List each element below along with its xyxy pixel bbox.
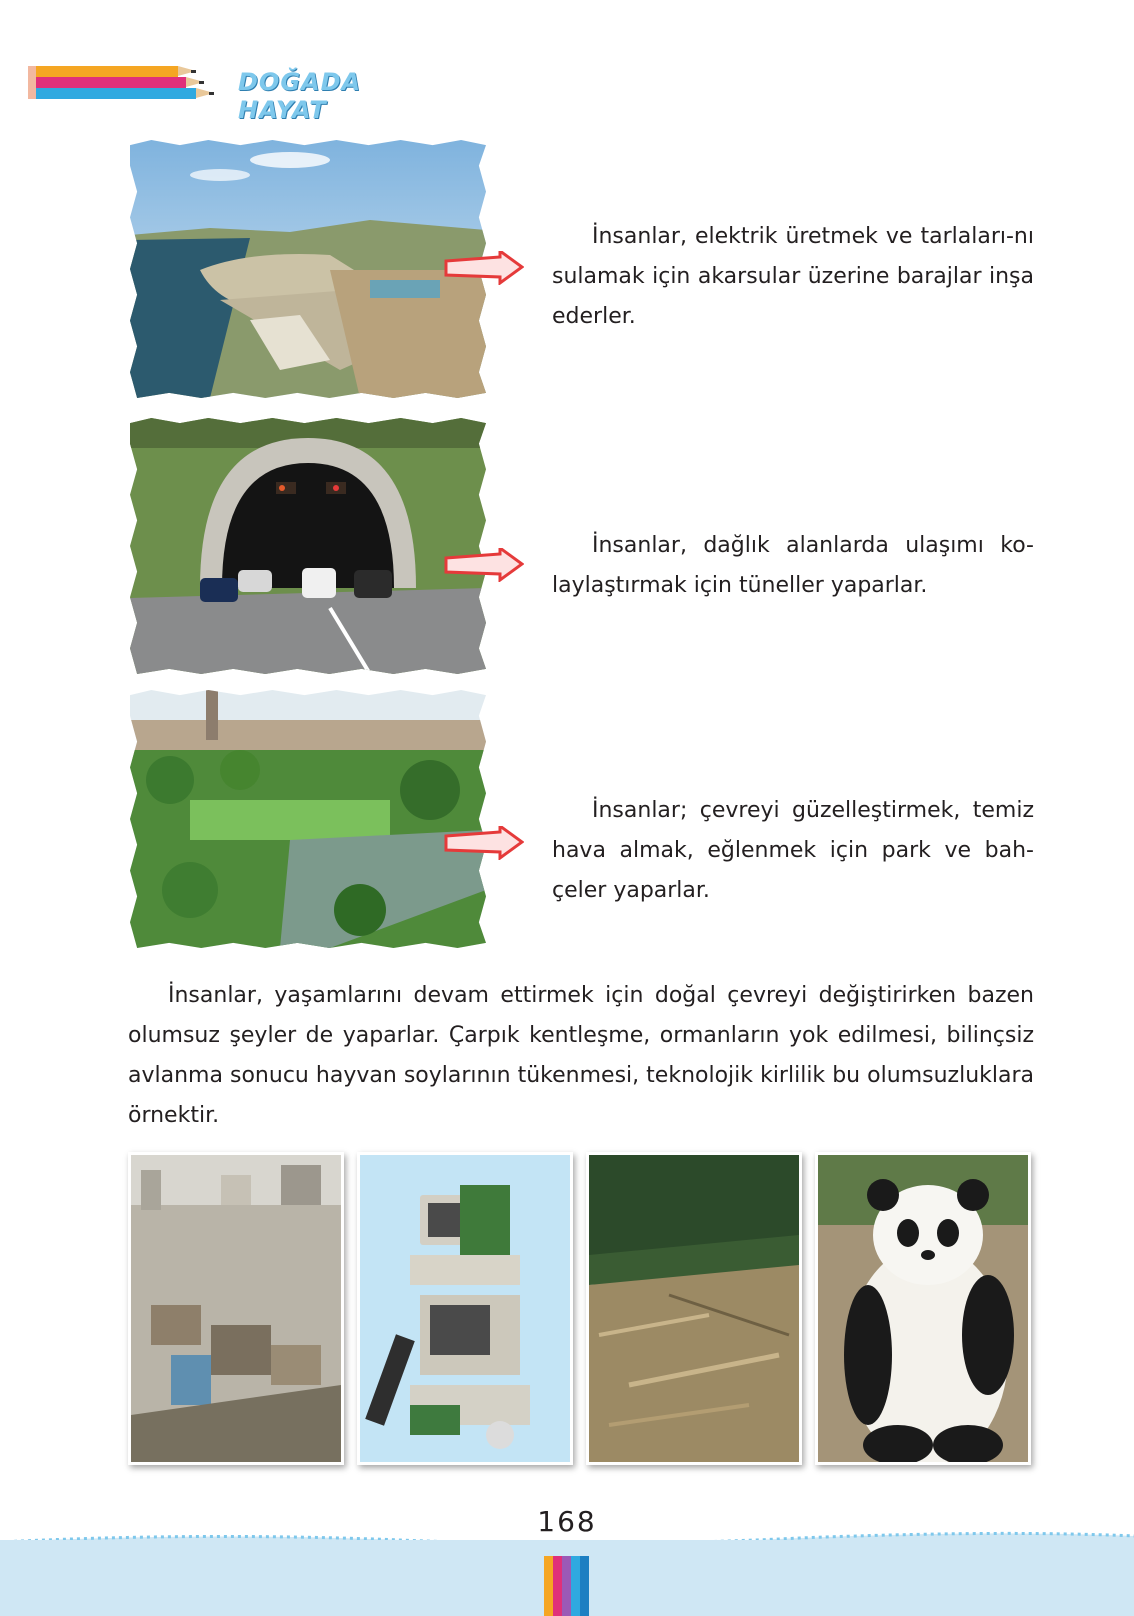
park-paragraph: İnsanlar; çevreyi güzelleştirmek, temiz hava almak, eğlenmek için park ve bah-çeler yaparlar. [552,798,1034,903]
arrow-right-icon [444,251,524,285]
chapter-title: DOĞADA HAYAT [238,68,362,124]
arrow-right-icon [444,548,524,582]
chapter-header [28,62,448,124]
footer-stripes [544,1556,590,1616]
dam-paragraph: İnsanlar, elektrik üretmek ve tarlaları-nı sulamak için akarsular üzerine barajlar inşa ederler. [552,224,1034,329]
dam-photo [130,140,486,398]
electronic-waste-photo [357,1152,573,1465]
pencil-icon [28,77,186,88]
pencil-icon [28,66,178,77]
panda-photo [815,1152,1031,1465]
park-photo [130,690,486,948]
pencil-icon [28,88,196,99]
tunnel-paragraph: İnsanlar, dağlık alanlarda ulaşımı ko-laylaştırmak için tüneller yaparlar. [552,533,1034,598]
slum-photo [128,1152,344,1465]
arrow-right-icon [444,826,524,860]
deforestation-photo [586,1152,802,1465]
page-number: 168 [537,1505,597,1538]
tunnel-photo [130,418,486,674]
main-paragraph: İnsanlar, yaşamlarını devam ettirmek için doğal çevreyi değiştirirken bazen olumsuz şeyler de yaparlar. Çarpık kentleşme, ormanların yok edilmesi, bilinçsiz avlanma sonucu hayvan soylarının tükenmesi, teknolojik kirlilik bu olumsuzluklara örnektir. [128,983,1034,1128]
